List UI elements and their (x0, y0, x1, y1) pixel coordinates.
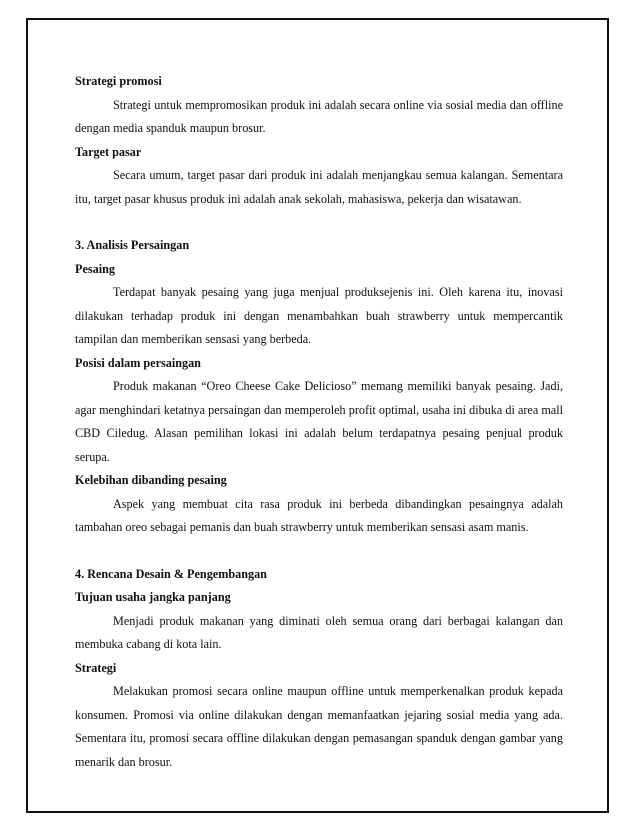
heading-target-pasar: Target pasar (75, 144, 142, 159)
heading-pesaing: Pesaing (75, 261, 115, 276)
paragraph-target-pasar: Secara umum, target pasar dari produk ini adalah menjangkau semua kalangan. Sementara itu, target pasar khusus produk ini adalah anak sekolah, mahasiswa, pekerja dan wisatawan. (75, 168, 563, 206)
paragraph-pesaing: Terdapat banyak pesaing yang juga menjual produksejenis ini. Oleh karena itu, inovasi dilakukan terhadap produk ini dengan menambahkan buah strawberry untuk mempercantik tampilan dan memberikan sensasi yang berbeda. (75, 285, 563, 346)
paragraph-strategi-promosi: Strategi untuk mempromosikan produk ini adalah secara online via sosial media dan offline dengan media spanduk maupun brosur. (75, 97, 563, 135)
heading-posisi-persaingan: Posisi dalam persaingan (75, 355, 201, 370)
section-spacer (75, 540, 563, 563)
heading-strategi-promosi: Strategi promosi (75, 74, 162, 88)
heading-tujuan-usaha: Tujuan usaha jangka panjang (75, 590, 231, 604)
paragraph-tujuan-usaha: Menjadi produk makanan yang diminati oleh semua orang dari berbagai kalangan dan membuka cabang di kota lain. (75, 613, 563, 651)
paragraph-strategi: Melakukan promosi secara online maupun offline untuk memperkenalkan produk kepada konsumen. Promosi via online dilakukan dengan memanfaatkan jejaring sosial media yang ada. Sementara itu, promosi secara offline dilakukan dengan pemasangan spanduk dengan gambar yang menarik dan brosur. (75, 684, 563, 769)
paragraph-posisi-persaingan: Produk makanan “Oreo Cheese Cake Delicioso” memang memiliki banyak pesaing. Jadi, agar menghindari ketatnya persaingan dan memperoleh profit optimal, usaha ini dibuka di area mall CBD Ciledug. Alasan pemilihan lokasi ini adalah belum terdapatnya pesaing penjual produk serupa. (75, 379, 563, 464)
section-spacer (75, 211, 563, 234)
heading-kelebihan: Kelebihan dibanding pesaing (75, 473, 227, 487)
paragraph-kelebihan: Aspek yang membuat cita rasa produk ini berbeda dibandingkan pesaingnya adalah tambahan oreo sebagai pemanis dan buah strawberry untuk memberikan sensasi asam manis. (75, 496, 563, 534)
document-body (75, 70, 563, 774)
section-title-rencana-desain: 4. Rencana Desain & Pengembangan (75, 566, 267, 581)
heading-strategi: Strategi (75, 660, 117, 675)
section-title-analisis-persaingan: 3. Analisis Persaingan (75, 238, 190, 252)
